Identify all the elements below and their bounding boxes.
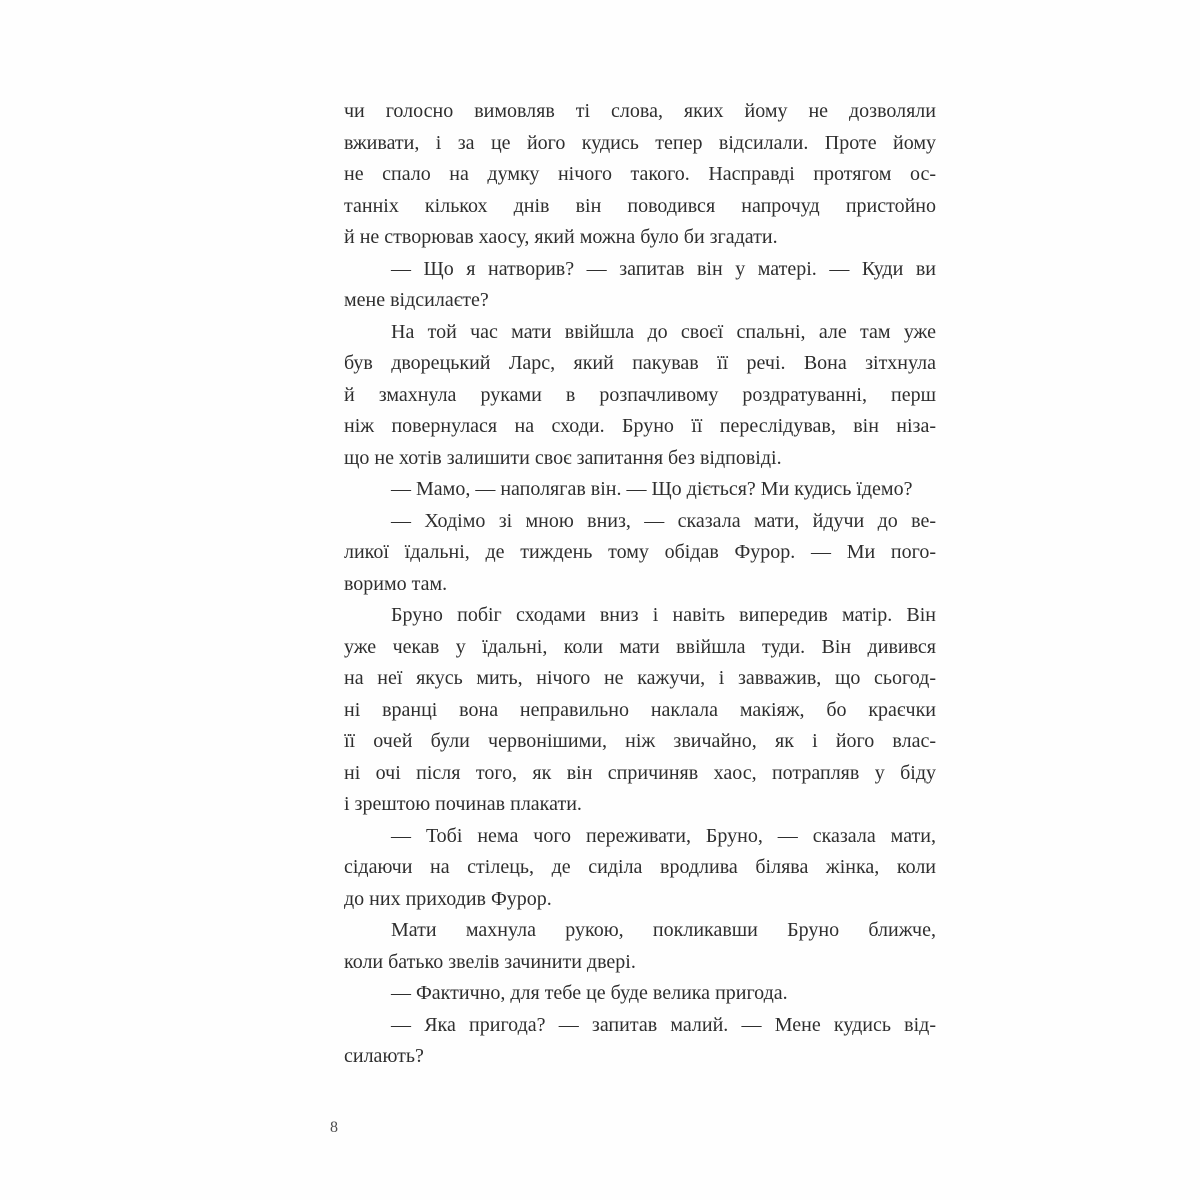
text-line: — Мамо, — наполягав він. — Що діється? Ми кудись їдемо?: [391, 478, 913, 500]
text-line: і зрештою починав плакати.: [344, 793, 582, 815]
text-line: — Ходімо зі мною вниз, — сказала мати, йдучи до ве-: [391, 509, 936, 532]
text-line: й не створював хаосу, який можна було би згадати.: [344, 226, 778, 248]
text-line: уже чекав у їдальні, коли мати ввійшла туди. Він дивився: [344, 635, 936, 658]
text-line: сідаючи на стілець, де сиділа вродлива білява жінка, коли: [344, 856, 936, 878]
paragraph: [344, 978, 936, 1010]
text-line: Бруно побіг сходами вниз і навіть випередив матір. Він: [391, 604, 936, 626]
text-line: — Яка пригода? — запитав малий. — Мене кудись від-: [391, 1013, 936, 1036]
paragraph: [344, 96, 936, 254]
text-line: до них приходив Фурор.: [344, 887, 552, 910]
text-line: Мати махнула рукою, покликавши Бруно ближче,: [391, 919, 936, 941]
text-line: На той час мати ввійшла до своєї спальні, але там уже: [391, 320, 936, 343]
paragraph: [344, 915, 936, 978]
text-line: воримо там.: [344, 572, 448, 595]
text-line: ні очі після того, як він спричиняв хаос, потрапляв у біду: [344, 761, 936, 784]
paragraph: [344, 506, 936, 601]
text-line: на неї якусь мить, нічого не кажучи, і завважив, що сьогод-: [344, 667, 936, 689]
text-line: ніж повернулася на сходи. Бруно її переслідував, він ніза-: [344, 415, 936, 437]
text-line: ликої їдальні, де тиждень тому обідав Фурор. — Ми пого-: [344, 541, 936, 563]
text-line: не спало на думку нічого такого. Насправді протягом ос-: [344, 163, 936, 185]
text-line: був дворецький Ларс, який пакував її речі. Вона зітхнула: [344, 352, 936, 374]
text-line: мене відсилаєте?: [344, 289, 489, 311]
page-number: 8: [330, 1119, 338, 1136]
text-line: танніх кількох днів він поводився напрочуд пристойно: [344, 194, 936, 217]
text-line: її очей були червонішими, ніж звичайно, як і його влас-: [344, 730, 936, 752]
text-line: вживати, і за це його кудись тепер відсилали. Проте йому: [344, 131, 936, 154]
text-line: й змахнула руками в розпачливому роздратуванні, перш: [344, 383, 936, 406]
paragraph: [344, 254, 936, 317]
text-line: чи голосно вимовляв ті слова, яких йому не дозволяли: [344, 100, 936, 122]
paragraph: [344, 1010, 936, 1073]
text-line: силають?: [344, 1045, 424, 1067]
text-line: — Фактично, для тебе це буде велика пригода.: [391, 982, 788, 1004]
paragraph: [344, 821, 936, 916]
text-line: коли батько звелів зачинити двері.: [344, 950, 636, 973]
paragraph: [344, 474, 936, 506]
text-line: що не хотів залишити своє запитання без відповіді.: [344, 446, 782, 469]
paragraph: [344, 600, 936, 821]
text-line: — Тобі нема чого переживати, Бруно, — сказала мати,: [391, 824, 936, 847]
text-line: — Що я натворив? — запитав він у матері. — Куди ви: [391, 257, 936, 280]
text-line: ні вранці вона неправильно наклала макіяж, бо краєчки: [344, 698, 936, 721]
paragraph: [344, 317, 936, 475]
page-text-block: [344, 96, 936, 1073]
